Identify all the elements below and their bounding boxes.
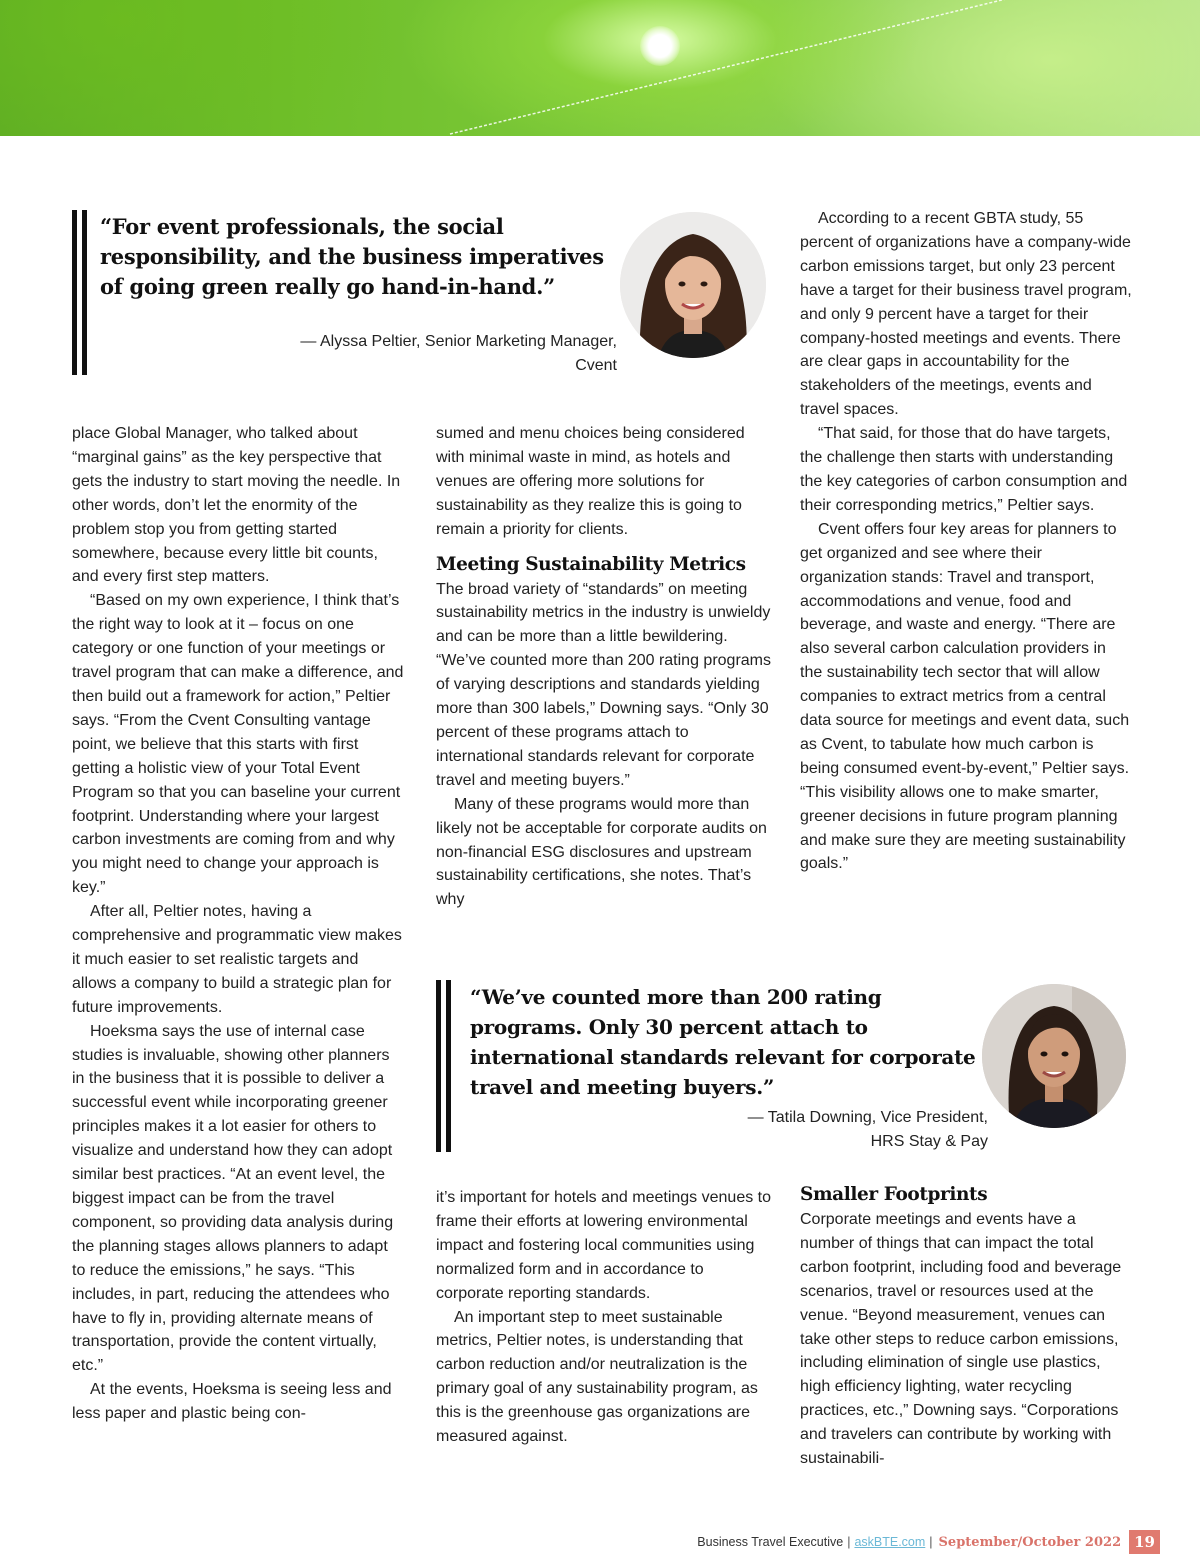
glow-orb xyxy=(640,26,680,66)
paragraph: it’s important for hotels and meetings venues to frame their efforts at lowering environmental impact and fostering local communities using normalized form and in accordance to corporate reporting standards. xyxy=(436,1189,771,1302)
publication-name: Business Travel Executive xyxy=(697,1535,844,1549)
body-column-2-top xyxy=(436,422,772,912)
header-banner-image xyxy=(0,0,1200,136)
avatar-alyssa-peltier xyxy=(620,212,766,358)
body-column-2-bottom xyxy=(436,1186,772,1449)
paragraph: sumed and menu choices being considered with minimal waste in mind, as hotels and venues are offering more solutions for sustainability as they realize this is going to remain a priority for clients. xyxy=(436,425,745,538)
paragraph: Corporate meetings and events have a number of things that can impact the total carbon footprint, including food and beverage scenarios, travel or resources used at the venue. “Beyond measurement, venues can take other steps to reduce carbon emissions, including elimination of single use plastics, high efficiency lighting, water recycling practices, etc.,” Downing says. “Corporations and travelers can contribute by working with sustainabili- xyxy=(800,1211,1122,1468)
website-link[interactable]: askBTE.com xyxy=(854,1535,926,1549)
footer-separator: | xyxy=(929,1535,933,1549)
attribution-line: — Tatila Downing, Vice President, xyxy=(747,1109,988,1126)
page-footer xyxy=(697,1530,1160,1554)
paragraph: After all, Peltier notes, having a comprehensive and programmatic view makes it much easier to set realistic targets and allows a company to build a strategic plan for future improvements. xyxy=(72,903,402,1016)
avatar-tatila-downing xyxy=(982,984,1126,1128)
paragraph: place Global Manager, who talked about “marginal gains” as the key perspective that gets the industry to start moving the needle. In other words, don’t let the enormity of the problem stop you from getting started somewhere, because every little bit counts, and every first step matters. xyxy=(72,425,401,586)
section-heading: Meeting Sustainability Metrics xyxy=(436,553,746,575)
paragraph: According to a recent GBTA study, 55 percent of organizations have a company-wide carbon emissions target, but only 23 percent have a target for their business travel program, and only 9 percent have a target for their company-hosted meetings and events. There are clear gaps in accountability for the stakeholders of the meetings, events and travel spaces. xyxy=(800,210,1132,419)
quote-bar xyxy=(72,210,88,375)
issue-date: September/October 2022 xyxy=(938,1534,1122,1550)
pull-quote-downing xyxy=(436,980,996,1152)
body-column-3-top xyxy=(800,207,1132,876)
paragraph: Cvent offers four key areas for planners to get organized and see where their organization stands: Travel and transport, accommodations and venue, food and beverage, and waste and energy. “There are also several carbon calculation providers in the sustainability tech sector that will allow companies to extract metrics from a central data source for meetings and event data, such as Cvent, to tabulate how much carbon is being consumed event-by-event,” Peltier says. “This visibility allows one to make smarter, greener decisions in future program planning and make sure they are meeting sustainability goals.” xyxy=(800,520,1130,873)
paragraph: Hoeksma says the use of internal case studies is invaluable, showing other planners in the business that it is possible to deliver a successful event while incorporating greener principles makes it a lot easier for others to visualize and understand how they can adopt similar best practices. “At an event level, the biggest impact can be from the travel component, so providing data analysis during the planning stages allows planners to adapt to reduce the emissions,” he says. “This includes, in part, reducing the attendees who have to fly in, providing alternate means of transportation, provide the content virtually, etc.” xyxy=(72,1022,394,1375)
paragraph: The broad variety of “standards” on meeting sustainability metrics in the industry is unwieldy and can be more than a little bewildering. “We’ve counted more than 200 rating programs of varying descriptions and standards yielding more than 300 labels,” Downing says. “Only 30 percent of these programs attach to international standards relevant for corporate travel and meeting buyers.” xyxy=(436,580,771,789)
pull-quote-text: “We’ve counted more than 200 rating programs. Only 30 percent attach to international standards relevant for corporate travel and meeting buyers.” xyxy=(470,985,976,1099)
pull-quote-text: “For event professionals, the social responsibility, and the business imperatives of going green really go hand-in-hand.” xyxy=(100,214,604,299)
attribution-line: Cvent xyxy=(575,357,617,374)
light-streak xyxy=(0,0,1200,136)
paragraph: An important step to meet sustainable metrics, Peltier notes, is understanding that carbon reduction and/or neutralization is the primary goal of any sustainability program, as this is the greenhouse gas organizations are measured against. xyxy=(436,1308,758,1446)
paragraph: “Based on my own experience, I think that’s the right way to look at it – focus on one category or one function of your meetings or travel program that can make a difference, and then build out a framework for action,” Peltier says. “From the Cvent Consulting vantage point, we believe that this starts with first getting a holistic view of your Total Event Program so that you can baseline your current footprint. Understanding where your largest carbon investments are coming from and why you might need to change your approach is key.” xyxy=(72,592,404,897)
pull-quote-attribution xyxy=(192,330,617,378)
footer-separator: | xyxy=(847,1535,851,1549)
paragraph: Many of these programs would more than likely not be acceptable for corporate audits on non-financial ESG disclosures and upstream sustainability certifications, she notes. That’s why xyxy=(436,795,767,909)
body-column-3-bottom xyxy=(800,1182,1132,1471)
body-column-1 xyxy=(72,422,404,1426)
section-heading: Smaller Footprints xyxy=(800,1184,988,1205)
paragraph: At the events, Hoeksma is seeing less and less paper and plastic being con- xyxy=(72,1381,392,1423)
pull-quote-attribution xyxy=(636,1106,988,1154)
quote-bar xyxy=(436,980,452,1152)
page-number: 19 xyxy=(1129,1530,1160,1554)
attribution-line: — Alyssa Peltier, Senior Marketing Manager, xyxy=(300,333,617,350)
paragraph: “That said, for those that do have targets, the challenge then starts with understanding the key categories of carbon consumption and their corresponding metrics,” Peltier says. xyxy=(800,425,1128,514)
attribution-line: HRS Stay & Pay xyxy=(870,1133,988,1150)
